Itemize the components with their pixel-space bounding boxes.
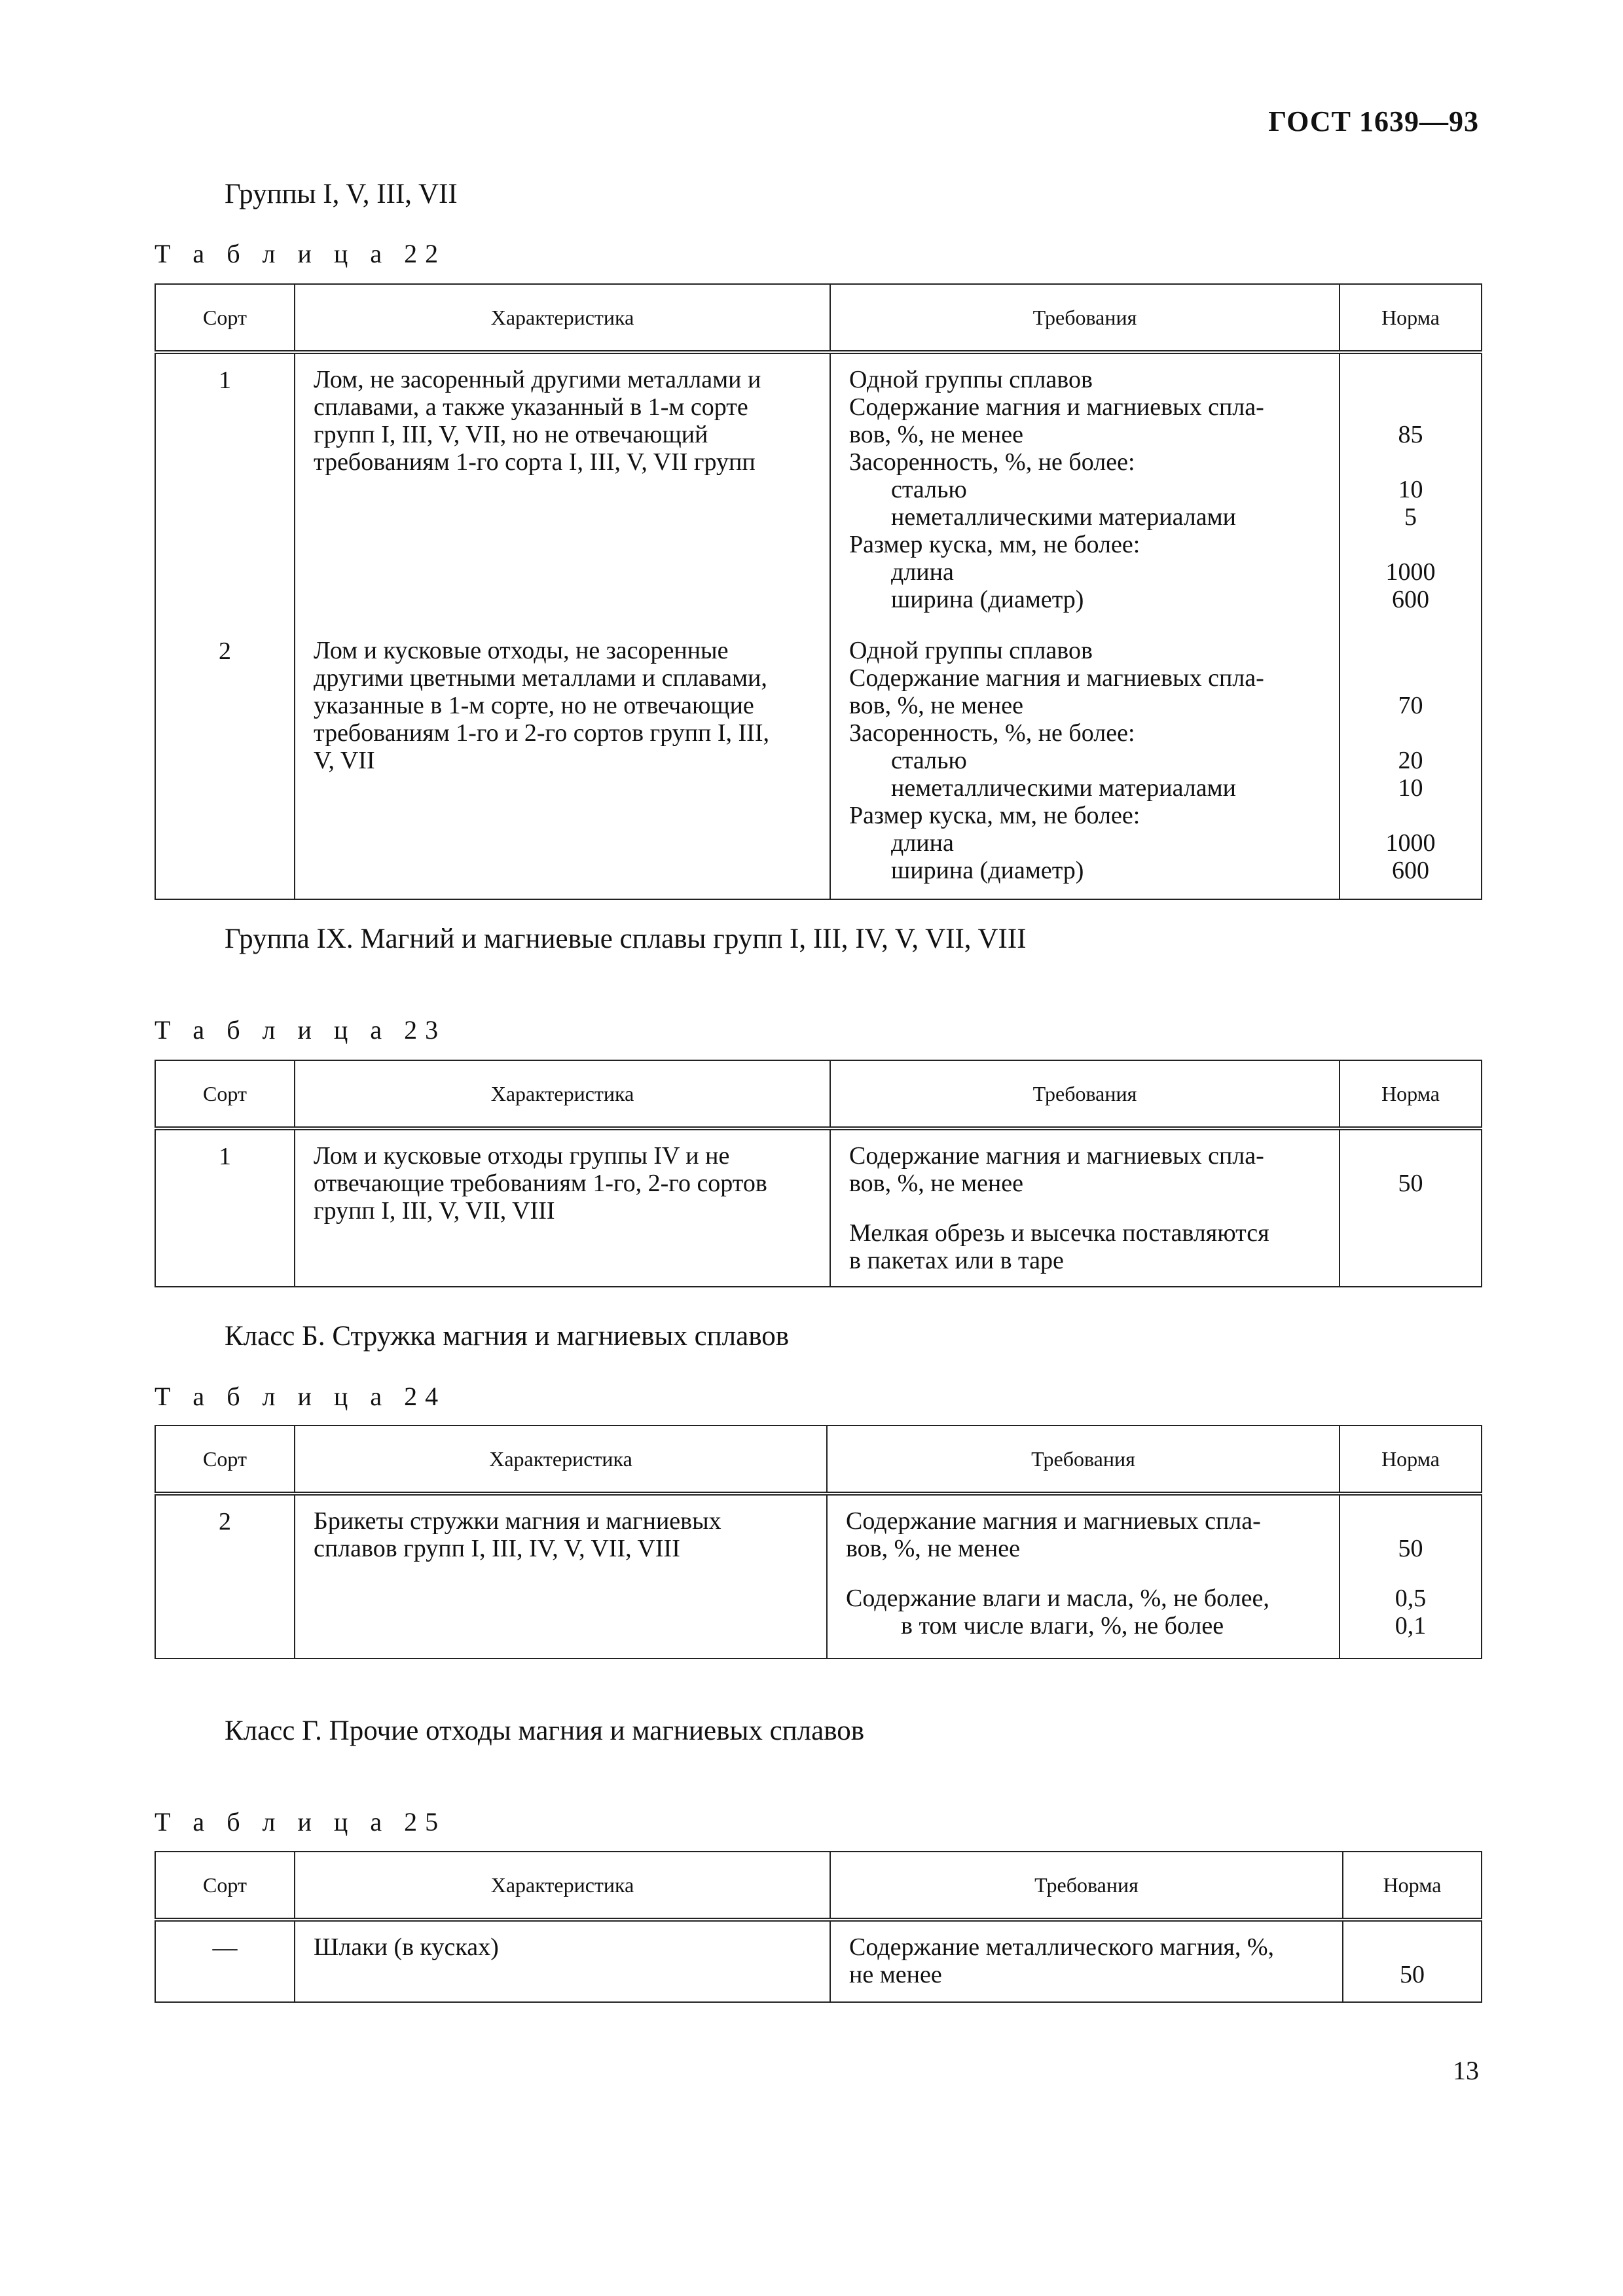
text-line: Шлаки (в кусках) xyxy=(314,1933,499,1961)
norm-line xyxy=(1340,637,1481,664)
table-row xyxy=(155,1920,1482,2002)
table-row xyxy=(155,1128,1482,1287)
text-line: Размер куска, мм, не более: xyxy=(849,531,1140,558)
cell-sort xyxy=(155,1494,295,1659)
norm-line xyxy=(1340,719,1481,747)
table-label: Т а б л и ц а 25 xyxy=(155,1807,447,1837)
document-header: ГОСТ 1639—93 xyxy=(1268,105,1479,137)
table-22 xyxy=(155,283,1482,900)
text-line: сплавами, а также указанный в 1-м сорте xyxy=(314,393,748,421)
text-line: ширина (диаметр) xyxy=(891,857,1084,884)
norm-line: 20 xyxy=(1398,747,1423,774)
norm-line: 5 xyxy=(1404,503,1417,531)
column-header-characteristic: Характеристика xyxy=(295,1852,830,1920)
norm-line: 1000 xyxy=(1385,558,1436,586)
text-line: длина xyxy=(891,558,954,586)
text-line: другими цветными металлами и сплавами, xyxy=(314,664,767,692)
text-line: Лом и кусковые отходы, не засоренные xyxy=(314,637,729,664)
norm-line: 0,1 xyxy=(1395,1612,1427,1640)
sort-value: 1 xyxy=(219,367,231,394)
cell-requirements xyxy=(830,1920,1343,2002)
column-header-sort: Сорт xyxy=(155,284,295,352)
text-line: вов, %, не менее xyxy=(849,1170,1023,1197)
norm-line: 70 xyxy=(1398,692,1423,719)
text-line: длина xyxy=(891,829,954,857)
text-line: Содержание магния и магниевых спла- xyxy=(849,664,1264,692)
cell-characteristic xyxy=(295,1920,830,2002)
text-line: групп I, III, V, VII, но не отвечающий xyxy=(314,421,708,448)
cell-norm xyxy=(1343,1920,1482,2002)
table-label: Т а б л и ц а 22 xyxy=(155,239,447,268)
table-row xyxy=(155,352,1482,636)
column-header-characteristic: Характеристика xyxy=(295,1426,827,1494)
text-line: Содержание магния и магниевых спла- xyxy=(849,1142,1264,1170)
table-header-row xyxy=(155,1426,1482,1494)
text-line: указанные в 1-м сорте, но не отвечающие xyxy=(314,692,754,719)
cell-requirements xyxy=(827,1494,1340,1659)
text-line: Одной группы сплавов xyxy=(849,366,1093,393)
cell-characteristic xyxy=(295,636,830,899)
sort-value: 2 xyxy=(219,637,231,665)
norm-line xyxy=(1340,664,1481,692)
section-heading: Класс Г. Прочие отходы магния и магниевых сплавов xyxy=(225,1715,865,1746)
text-line: неметаллическими материалами xyxy=(891,774,1237,802)
norm-line xyxy=(1340,1142,1481,1170)
column-header-norm: Норма xyxy=(1340,1426,1482,1494)
text-line: Засоренность, %, не более: xyxy=(849,719,1135,747)
text-line: в пакетах или в таре xyxy=(849,1247,1064,1274)
norm-line xyxy=(1340,802,1481,829)
norm-line: 50 xyxy=(1398,1170,1423,1197)
cell-sort xyxy=(155,1920,295,2002)
norm-line: 50 xyxy=(1400,1961,1425,1988)
cell-sort xyxy=(155,1128,295,1287)
norm-line xyxy=(1340,393,1481,421)
column-header-norm: Норма xyxy=(1340,284,1482,352)
text-line: Лом, не засоренный другими металлами и xyxy=(314,366,761,393)
column-header-requirements: Требования xyxy=(830,1852,1343,1920)
table-header-row xyxy=(155,1060,1482,1128)
cell-sort xyxy=(155,636,295,899)
norm-line xyxy=(1340,531,1481,558)
cell-norm xyxy=(1340,1494,1482,1659)
column-header-norm: Норма xyxy=(1340,1060,1482,1128)
text-line: Размер куска, мм, не более: xyxy=(849,802,1140,829)
table-23 xyxy=(155,1060,1482,1287)
column-header-sort: Сорт xyxy=(155,1060,295,1128)
norm-line xyxy=(1340,1507,1481,1535)
section-heading: Группа IX. Магний и магниевые сплавы групп I, III, IV, V, VII, VIII xyxy=(225,924,1027,954)
norm-line: 1000 xyxy=(1385,829,1436,857)
text-line: групп I, III, V, VII, VIII xyxy=(314,1197,555,1225)
column-header-characteristic: Характеристика xyxy=(295,284,830,352)
text-line: отвечающие требованиям 1-го, 2-го сортов xyxy=(314,1170,767,1197)
table-24 xyxy=(155,1425,1482,1659)
norm-line: 0,5 xyxy=(1395,1585,1427,1612)
text-line: сплавов групп I, III, IV, V, VII, VIII xyxy=(314,1535,680,1562)
text-line: Содержание влаги и масла, %, не более, xyxy=(846,1585,1269,1612)
cell-requirements xyxy=(830,1128,1340,1287)
column-header-requirements: Требования xyxy=(830,1060,1340,1128)
norm-line: 10 xyxy=(1398,774,1423,802)
column-header-requirements: Требования xyxy=(830,284,1340,352)
sort-value: 1 xyxy=(219,1143,231,1170)
column-header-norm: Норма xyxy=(1343,1852,1482,1920)
text-line: Лом и кусковые отходы группы IV и не xyxy=(314,1142,730,1170)
cell-characteristic xyxy=(295,352,830,636)
text-line: Брикеты стружки магния и магниевых xyxy=(314,1507,721,1535)
text-line: Засоренность, %, не более: xyxy=(849,448,1135,476)
text-line: в том числе влаги, %, не более xyxy=(901,1612,1224,1640)
cell-norm xyxy=(1340,636,1482,899)
norm-line xyxy=(1340,366,1481,393)
text-line: требованиям 1-го и 2-го сортов групп I, III, xyxy=(314,719,769,747)
text-line: сталью xyxy=(891,747,967,774)
table-label: Т а б л и ц а 23 xyxy=(155,1015,447,1045)
table-25 xyxy=(155,1851,1482,2003)
text-line: Мелкая обрезь и высечка поставляются xyxy=(849,1219,1269,1247)
section-heading: Группы I, V, III, VII xyxy=(225,179,458,209)
text-line: V, VII xyxy=(314,747,375,774)
cell-sort xyxy=(155,352,295,636)
page-number: 13 xyxy=(1453,2056,1479,2085)
norm-line: 600 xyxy=(1392,857,1429,884)
norm-line: 10 xyxy=(1398,476,1423,503)
text-line: вов, %, не менее xyxy=(846,1535,1020,1562)
cell-requirements xyxy=(830,636,1340,899)
text-line: ширина (диаметр) xyxy=(891,586,1084,613)
text-line: Содержание магния и магниевых спла- xyxy=(846,1507,1261,1535)
sort-value: 2 xyxy=(219,1508,231,1535)
text-line: не менее xyxy=(849,1961,942,1988)
table-row xyxy=(155,1494,1482,1659)
cell-norm xyxy=(1340,352,1482,636)
norm-line: 85 xyxy=(1398,421,1423,448)
text-line: сталью xyxy=(891,476,967,503)
text-line: вов, %, не менее xyxy=(849,421,1023,448)
section-heading: Класс Б. Стружка магния и магниевых сплавов xyxy=(225,1321,790,1352)
table-header-row xyxy=(155,1852,1482,1920)
text-line: Содержание магния и магниевых спла- xyxy=(849,393,1264,421)
cell-requirements xyxy=(830,352,1340,636)
cell-characteristic xyxy=(295,1128,830,1287)
text-line: вов, %, не менее xyxy=(849,692,1023,719)
column-header-characteristic: Характеристика xyxy=(295,1060,830,1128)
text-line: Содержание металлического магния, %, xyxy=(849,1933,1275,1961)
cell-characteristic xyxy=(295,1494,827,1659)
table-header-row xyxy=(155,284,1482,352)
text-line: Одной группы сплавов xyxy=(849,637,1093,664)
column-header-requirements: Требования xyxy=(827,1426,1340,1494)
table-label: Т а б л и ц а 24 xyxy=(155,1382,447,1411)
norm-line: 600 xyxy=(1392,586,1429,613)
column-header-sort: Сорт xyxy=(155,1426,295,1494)
text-line: неметаллическими материалами xyxy=(891,503,1237,531)
table-row xyxy=(155,636,1482,899)
sort-value: — xyxy=(212,1934,238,1962)
norm-line xyxy=(1343,1933,1481,1961)
norm-line: 50 xyxy=(1398,1535,1423,1562)
cell-norm xyxy=(1340,1128,1482,1287)
text-line: требованиям 1-го сорта I, III, V, VII групп xyxy=(314,448,756,476)
column-header-sort: Сорт xyxy=(155,1852,295,1920)
norm-line xyxy=(1340,448,1481,476)
